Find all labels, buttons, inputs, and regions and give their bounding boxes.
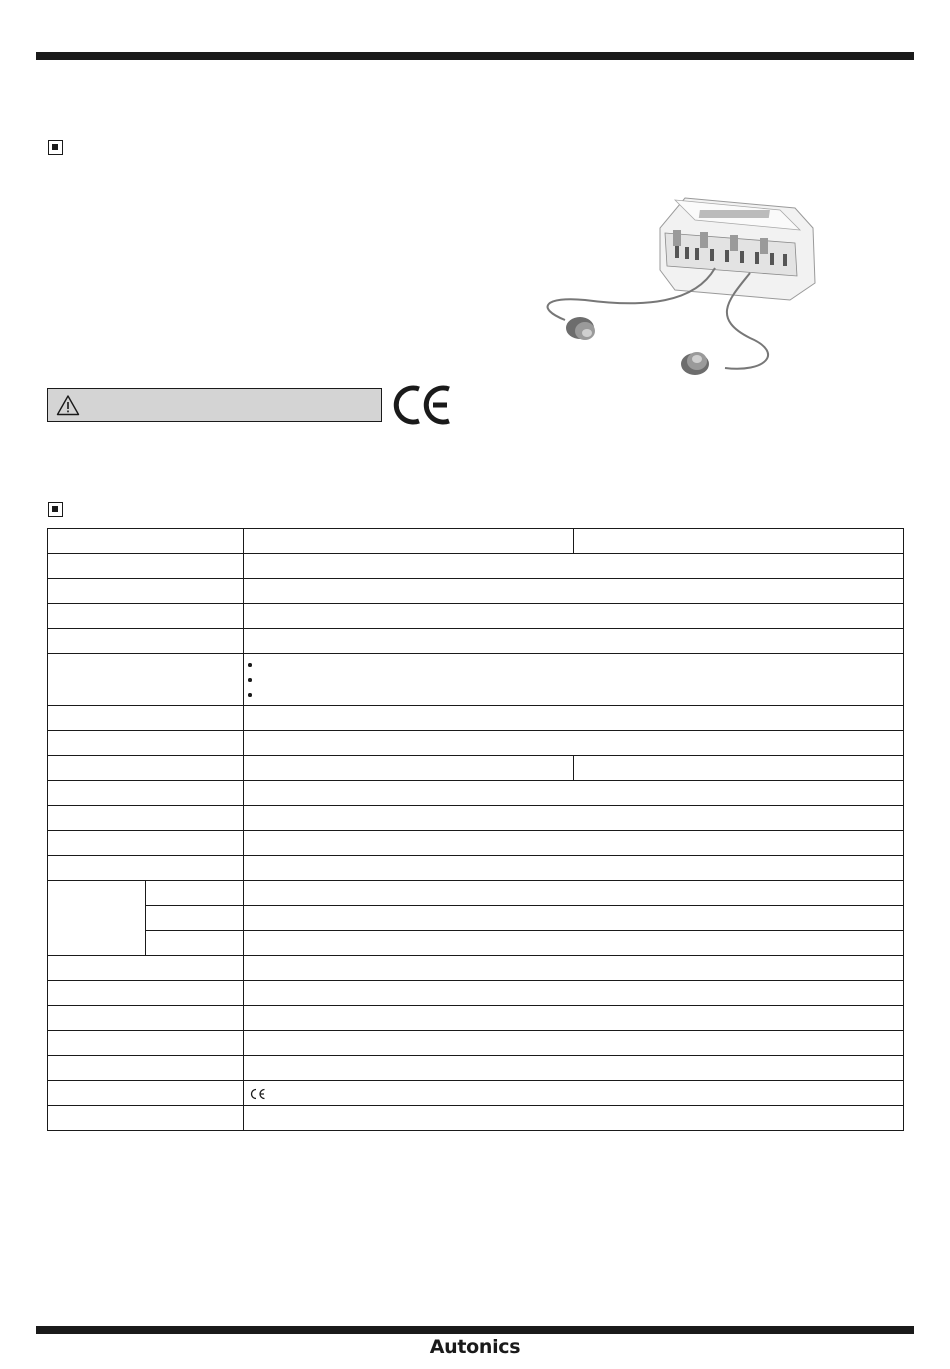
table-cell <box>244 806 904 831</box>
table-cell <box>48 579 244 604</box>
table-cell <box>48 981 244 1006</box>
table-cell <box>244 529 574 554</box>
table-row <box>48 756 904 781</box>
table-cell <box>244 881 904 906</box>
table-cell <box>48 629 244 654</box>
table-cell <box>48 604 244 629</box>
table-row <box>48 629 904 654</box>
table-cell <box>244 654 904 706</box>
table-cell <box>244 956 904 981</box>
bullet-list <box>248 657 899 702</box>
list-item <box>248 687 899 702</box>
section-square-icon <box>48 140 63 155</box>
table-cell <box>244 1106 904 1131</box>
table-cell <box>244 931 904 956</box>
ce-mark-icon <box>392 383 452 427</box>
list-item <box>248 672 899 687</box>
table-cell <box>48 1081 244 1106</box>
table-cell <box>574 529 904 554</box>
table-cell <box>48 806 244 831</box>
table-cell <box>244 731 904 756</box>
table-cell <box>244 554 904 579</box>
table-cell <box>48 1106 244 1131</box>
table-row <box>48 654 904 706</box>
table-cell <box>146 881 244 906</box>
bottom-rule <box>36 1326 914 1334</box>
table-row <box>48 706 904 731</box>
table-row <box>48 956 904 981</box>
table-cell <box>48 731 244 756</box>
table-cell <box>574 756 904 781</box>
table-row <box>48 1006 904 1031</box>
brand-logo: Autonics <box>429 1336 521 1358</box>
table-row <box>48 831 904 856</box>
table-cell <box>48 781 244 806</box>
sensor-module-icon <box>660 198 815 300</box>
table-cell <box>244 1031 904 1056</box>
table-cell <box>244 706 904 731</box>
specification-table <box>47 528 904 1131</box>
warning-triangle-icon <box>56 394 80 416</box>
table-cell <box>146 906 244 931</box>
probe-left-icon <box>566 317 595 340</box>
table-cell <box>244 1081 904 1106</box>
probe-right-icon <box>681 352 709 375</box>
top-rule <box>36 52 914 60</box>
table-cell <box>244 629 904 654</box>
table-row <box>48 981 904 1006</box>
table-row <box>48 579 904 604</box>
ce-mark-icon <box>248 1088 266 1100</box>
table-row <box>48 856 904 881</box>
table-cell <box>48 856 244 881</box>
table-cell <box>244 604 904 629</box>
product-image <box>525 188 825 383</box>
table-cell <box>244 781 904 806</box>
table-row <box>48 1081 904 1106</box>
table-cell <box>48 831 244 856</box>
table-cell <box>48 706 244 731</box>
table-cell <box>244 1056 904 1081</box>
table-row <box>48 1031 904 1056</box>
table-cell <box>244 1006 904 1031</box>
caution-bar <box>47 388 382 422</box>
table-cell <box>244 981 904 1006</box>
table-row <box>48 604 904 629</box>
table-cell <box>48 881 146 956</box>
table-row <box>48 731 904 756</box>
table-row <box>48 554 904 579</box>
table-cell <box>244 579 904 604</box>
table-cell <box>48 529 244 554</box>
table-cell <box>48 554 244 579</box>
section-square-icon <box>48 502 63 517</box>
table-cell <box>244 831 904 856</box>
table-row <box>48 1056 904 1081</box>
table-cell <box>48 1056 244 1081</box>
table-cell <box>48 1006 244 1031</box>
table-row <box>48 529 904 554</box>
table-row <box>48 781 904 806</box>
table-cell <box>244 756 574 781</box>
list-item <box>248 657 899 672</box>
table-row <box>48 806 904 831</box>
table-cell <box>48 956 244 981</box>
table-cell <box>48 1031 244 1056</box>
table-cell <box>48 756 244 781</box>
table-cell <box>146 931 244 956</box>
table-cell <box>48 654 244 706</box>
table-row <box>48 931 904 956</box>
table-row <box>48 881 904 906</box>
table-row <box>48 906 904 931</box>
table-cell <box>244 906 904 931</box>
table-cell <box>244 856 904 881</box>
table-row <box>48 1106 904 1131</box>
